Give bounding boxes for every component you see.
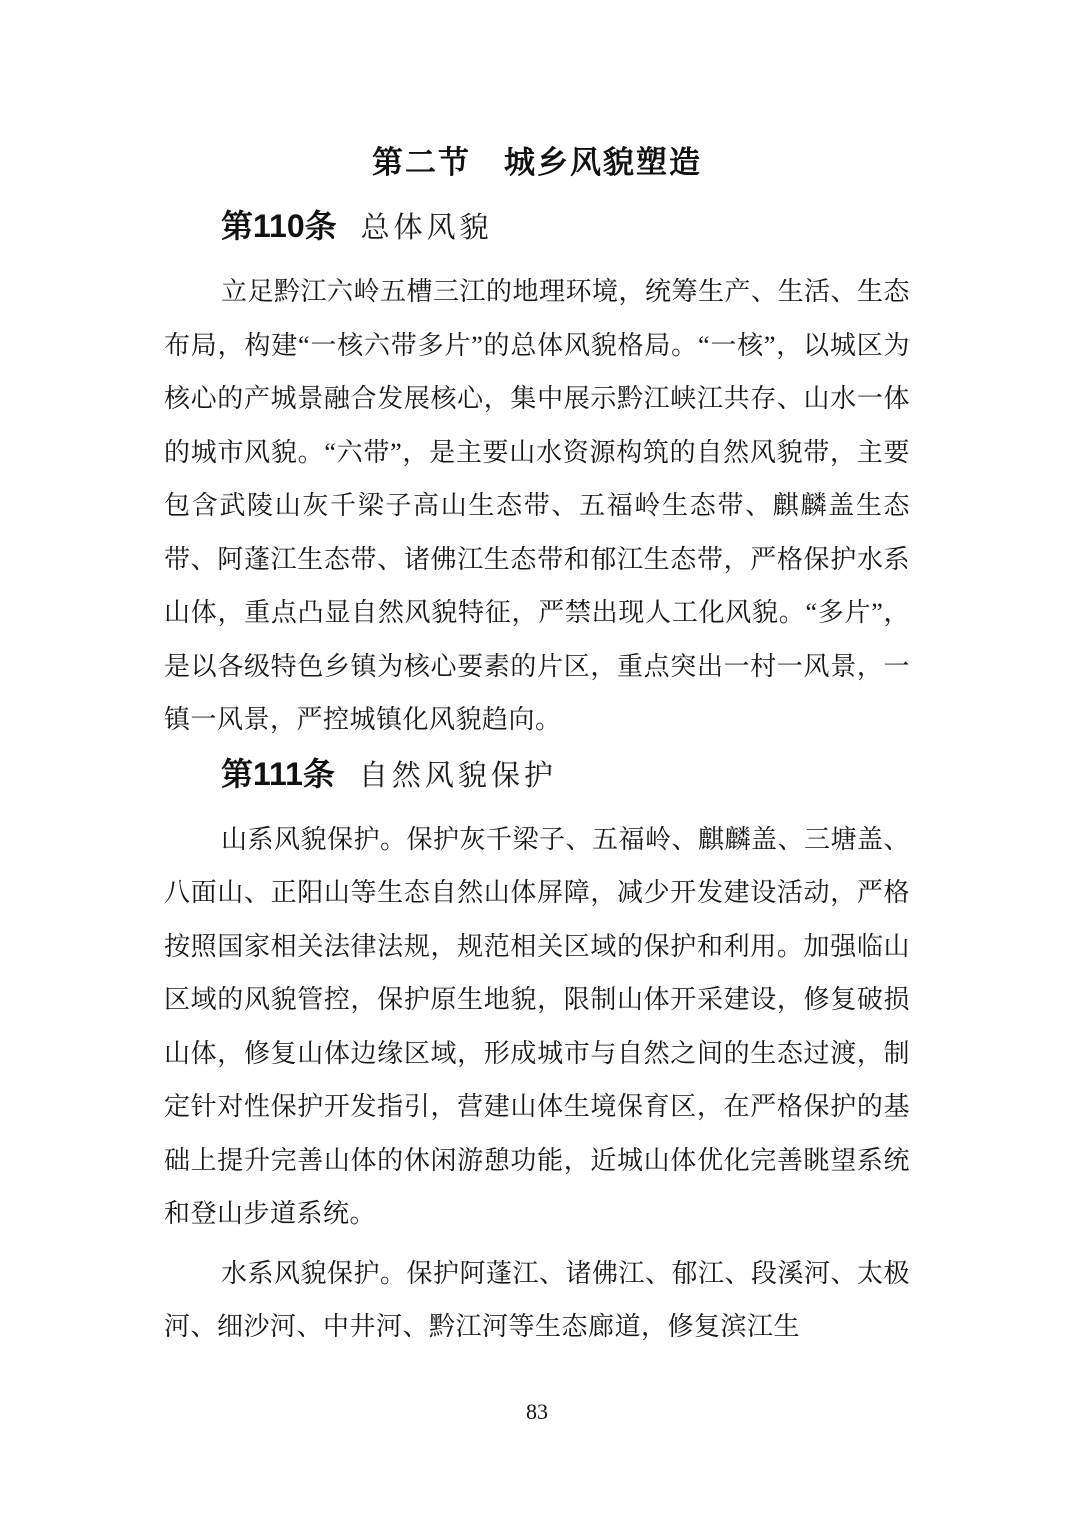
article-111-label: 第111条 xyxy=(221,755,335,792)
article-110-title: 总体风貌 xyxy=(360,212,493,244)
article-heading-110 xyxy=(164,204,910,255)
page-content xyxy=(164,0,910,1354)
article-heading-111 xyxy=(164,752,910,803)
article-110-label: 第110条 xyxy=(221,208,337,244)
article-110-paragraph-1: 立足黔江六岭五槽三江的地理环境，统筹生产、生活、生态布局，构建“一核六带多片”的总体风貌格局。“一核”，以城区为核心的产城景融合发展核心，集中展示黔江峡江共存、山水一体的城市风貌。“六带”，是主要山水资源构筑的自然风貌带，主要包含武陵山灰千梁子高山生态带、五福岭生态带、麒麟盖生态带、阿蓬江生态带、诸佛江生态带和郁江生态带，严格保护水系山体，重点凸显自然风貌特征，严禁出现人工化风貌。“多片”，是以各级特色乡镇为核心要素的片区，重点突出一村一风景，一镇一风景，严控城镇化风貌趋向。 xyxy=(164,277,911,734)
article-111-paragraph-2: 水系风貌保护。保护阿蓬江、诸佛江、郁江、段溪河、太极河、细沙河、中井河、黔江河等生态廊道，修复滨江生 xyxy=(164,1258,911,1341)
article-111-title: 自然风貌保护 xyxy=(358,759,557,792)
article-111-paragraph-1: 山系风貌保护。保护灰千梁子、五福岭、麒麟盖、三塘盖、八面山、正阳山等生态自然山体屏障，减少开发建设活动，严格按照国家相关法律法规，规范相关区域的保护和利用。加强临山区域的风貌管控，保护原生地貌，限制山体开采建设，修复破损山体，修复山体边缘区域，形成城市与自然之间的生态过渡，制定针对性保护开发指引，营建山体生境保育区，在严格保护的基础上提升完善山体的休闲游憩功能，近城山体优化完善眺望系统和登山步道系统。 xyxy=(164,824,911,1228)
page-number: 83 xyxy=(526,1399,548,1424)
section-title: 第二节 城乡风貌塑造 xyxy=(372,145,702,180)
